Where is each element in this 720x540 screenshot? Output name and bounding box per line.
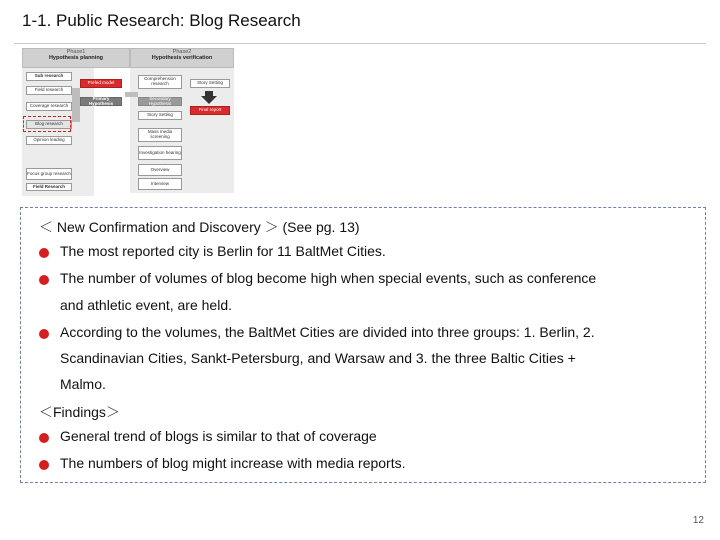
field-research-box: Field research <box>26 86 72 95</box>
page-title: 1-1. Public Research: Blog Research <box>22 11 301 30</box>
phase1-header <box>22 48 130 68</box>
mass-media-box: Mass media screening <box>138 128 182 142</box>
flow-connector <box>72 88 80 122</box>
interview-box: Interview <box>138 178 182 190</box>
blog-research-box: Blog research <box>26 120 72 129</box>
bullet-item: The most reported city is Berlin for 11 BaltMet Cities. <box>60 243 386 259</box>
prefed-model-box: Prefed model <box>80 79 122 88</box>
comprehension-box: Comprehension research <box>138 75 182 89</box>
bullet-marker <box>39 329 49 339</box>
phase2-name: Hypothesis verification <box>151 55 213 62</box>
phase2-number: Phase2 <box>172 49 192 55</box>
bullet-marker <box>39 275 49 285</box>
phase1-name: Hypothesis planning <box>48 55 104 62</box>
bullet-marker <box>39 433 49 443</box>
page-number: 12 <box>692 515 704 526</box>
primary-hypothesis-box: Primary Hypothesis <box>80 97 122 106</box>
story-setting-box: Story Setting <box>138 111 182 120</box>
phase1-number: Phase1 <box>66 49 86 55</box>
field-research-bottom-box: Field Research <box>26 183 72 191</box>
bullet-item: The number of volumes of blog become high when special events, such as conference <box>60 270 597 286</box>
coverage-research-box: Coverage research <box>26 102 72 111</box>
overview-box: Overview <box>138 164 182 176</box>
finding-item: The numbers of blog might increase with media reports. <box>60 455 406 471</box>
story-setting-top-box: Story Setting <box>190 79 230 88</box>
down-arrow-icon <box>201 91 217 104</box>
final-report-box: Final report <box>190 106 230 115</box>
bullet-item: According to the volumes, the BaltMet Cities are divided into three groups: 1. Berlin, 2. <box>60 324 595 340</box>
findings-panel <box>20 207 706 483</box>
bullet-item-continued: Malmo. <box>60 376 106 392</box>
blog-research-highlight <box>23 116 71 132</box>
title-divider <box>14 43 706 44</box>
focus-group-box: Focus group research <box>26 168 72 180</box>
investigation-box: Investigation hearing <box>138 146 182 160</box>
bullet-marker <box>39 248 49 258</box>
sub-research-box: Sub research <box>26 72 72 81</box>
flow-connector <box>125 92 138 97</box>
secondary-hypothesis-box: Secondary Hypothesis <box>138 97 182 106</box>
confirmation-heading: ＜ New Confirmation and Discovery ＞ (See pg. 13) <box>39 219 360 235</box>
research-phase-diagram <box>20 48 236 198</box>
opinion-leading-box: Opinion leading <box>26 136 72 145</box>
phase2-header <box>130 48 234 68</box>
bullet-item-continued: and athletic event, are held. <box>60 297 233 313</box>
bullet-item-continued: Scandinavian Cities, Sankt-Petersburg, and Warsaw and 3. the three Baltic Cities + <box>60 350 576 366</box>
finding-item: General trend of blogs is similar to that of coverage <box>60 428 377 444</box>
findings-heading: ＜Findings＞ <box>39 404 120 420</box>
bullet-marker <box>39 460 49 470</box>
